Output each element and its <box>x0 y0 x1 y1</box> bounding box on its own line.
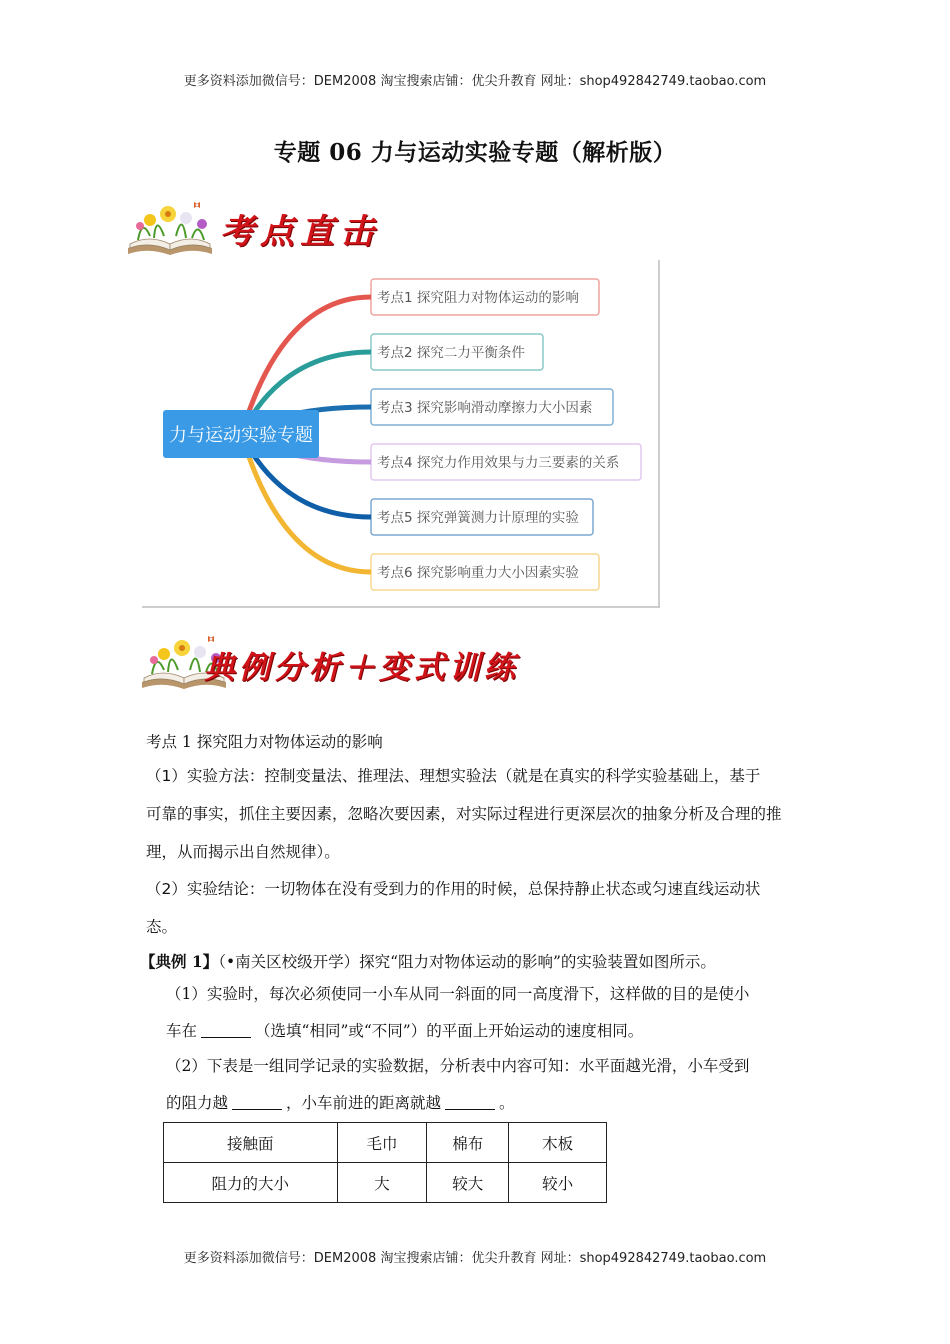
answer-blank-1[interactable] <box>201 1021 251 1038</box>
mind-map-branch-label: 考点4 探究力作用效果与力三要素的关系 <box>377 455 620 471</box>
table-cell: 棉布 <box>427 1123 509 1163</box>
mind-map-branch-label: 考点2 探究二力平衡条件 <box>377 345 525 361</box>
banner-dianli <box>138 630 558 694</box>
table-cell: 毛巾 <box>337 1123 427 1163</box>
table-cell: 较小 <box>509 1163 607 1203</box>
table-row <box>164 1163 607 1203</box>
method-line-2: 可靠的事实，抓住主要因素，忽略次要因素，对实际过程进行更深层次的抽象分析及合理的推 <box>146 805 782 823</box>
page-footer: 更多资料添加微信号：DEM2008 淘宝搜索店铺：优尖升教育 网址：shop492842749.taobao.com <box>183 1251 767 1266</box>
friction-data-table <box>163 1122 607 1203</box>
table-cell: 阻力的大小 <box>164 1163 338 1203</box>
table-cell: 木板 <box>509 1123 607 1163</box>
example-tag: 【典例 1】 <box>140 952 219 971</box>
table-cell: 接触面 <box>164 1123 338 1163</box>
banner-dianli-text: 典例分析＋变式训练 <box>204 650 519 686</box>
table-cell: 较大 <box>427 1163 509 1203</box>
answer-blank-3[interactable] <box>445 1093 495 1110</box>
table-cell: 大 <box>337 1163 427 1203</box>
banner-kaodian <box>124 196 384 260</box>
question-2-line-2: 的阻力越 ，小车前进的距离就越 。 <box>166 1094 515 1112</box>
question-1-line-2: 车在 （选填“相同”或“不同”）的平面上开始运动的速度相同。 <box>166 1022 644 1040</box>
banner-kaodian-text: 考点直击 <box>220 212 380 252</box>
mind-map-branch-label: 考点3 探究影响滑动摩擦力大小因素 <box>377 400 593 416</box>
method-line-1: （1）实验方法：控制变量法、推理法、理想实验法（就是在真实的科学实验基础上，基于 <box>146 767 761 785</box>
book-flowers-icon <box>124 196 216 258</box>
example-text: （•南关区校级开学）探究“阻力对物体运动的影响”的实验装置如图所示。 <box>218 953 716 971</box>
page-header: 更多资料添加微信号：DEM2008 淘宝搜索店铺：优尖升教育 网址：shop492842749.taobao.com <box>183 74 767 89</box>
question-1-line-1: （1）实验时，每次必须使同一小车从同一斜面的同一高度滑下，这样做的目的是使小 <box>166 985 750 1003</box>
answer-blank-2[interactable] <box>232 1093 282 1110</box>
conclusion-line-2: 态。 <box>146 918 178 936</box>
mind-map-branch-label: 考点1 探究阻力对物体运动的影响 <box>377 290 579 306</box>
section-title: 考点 1 探究阻力对物体运动的影响 <box>146 733 383 751</box>
mind-map <box>142 260 662 610</box>
method-line-3: 理，从而揭示出自然规律）。 <box>146 843 340 861</box>
conclusion-line-1: （2）实验结论：一切物体在没有受到力的作用的时候，总保持静止状态或匀速直线运动状 <box>146 880 761 898</box>
table-row <box>164 1123 607 1163</box>
mind-map-center-label: 力与运动实验专题 <box>169 425 313 446</box>
question-2-line-1: （2）下表是一组同学记录的实验数据，分析表中内容可知：水平面越光滑，小车受到 <box>166 1057 750 1075</box>
mind-map-branch-label: 考点6 探究影响重力大小因素实验 <box>377 565 579 581</box>
document-title: 专题 06 力与运动实验专题（解析版） <box>273 139 677 166</box>
mind-map-branch-label: 考点5 探究弹簧测力计原理的实验 <box>377 510 579 526</box>
